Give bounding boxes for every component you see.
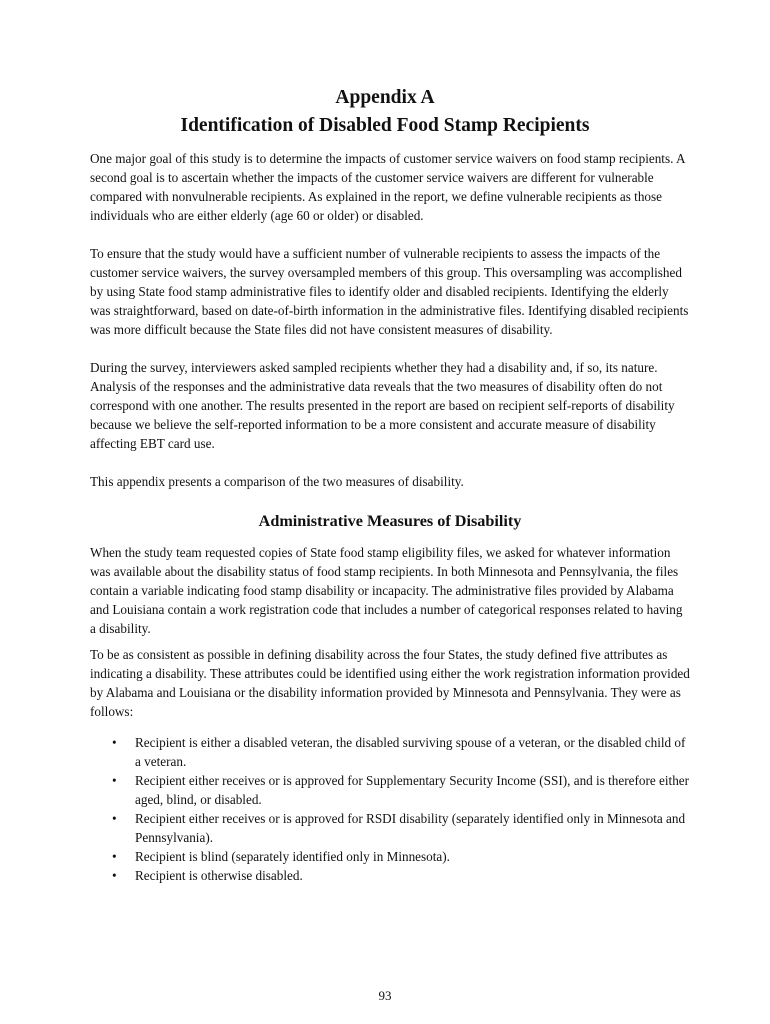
appendix-title: Appendix A (335, 87, 435, 108)
appendix-subtitle: Identification of Disabled Food Stamp Recipients (180, 115, 590, 136)
list-item-text: Recipient is otherwise disabled. (135, 868, 303, 883)
page-number: 93 (378, 988, 392, 1003)
body-text (90, 149, 690, 885)
list-item-text: Recipient is blind (separately identified only in Minnesota). (135, 849, 450, 864)
list-item-text: Recipient either receives or is approved for RSDI disability (separately identified only in Minnesota and Pennsylvania). (135, 811, 686, 845)
list-item (90, 866, 690, 885)
paragraph-survey: During the survey, interviewers asked sampled recipients whether they had a disability and, if so, its nature. Analysis of the responses and the administrative data reveals that the two measures of disability often do not correspond with one another. The results presented in the report are based on recipient self-reports of disability because we believe the self-reported information to be a more consistent and accurate measure of disability affecting EBT card use. (90, 360, 675, 451)
list-item (90, 809, 690, 847)
section-heading: Administrative Measures of Disability (258, 512, 522, 530)
bullet-icon: • (112, 849, 117, 864)
paragraph-oversampling: To ensure that the study would have a sufficient number of vulnerable recipients to assess the impacts of the customer service waivers, the survey oversampled members of this group. This oversampling was accomplished by using State food stamp administrative files to identify older and disabled recipients. Identifying the elderly was straightforward, based on date-of-birth information in the administrative files. Identifying disabled recipients was more difficult because the State files did not have consistent measures of disability. (90, 246, 689, 337)
disability-attributes-list (90, 733, 690, 885)
bullet-icon: • (112, 735, 117, 750)
bullet-icon: • (112, 868, 117, 883)
list-item-text: Recipient either receives or is approved for Supplementary Security Income (SSI), and is therefore either aged, blind, or disabled. (135, 773, 690, 807)
paragraph-appendix-purpose: This appendix presents a comparison of the two measures of disability. (90, 474, 464, 489)
paragraph-study-goals: One major goal of this study is to determine the impacts of customer service waivers on food stamp recipients. A second goal is to ascertain whether the impacts of the customer service waivers are different for vulnerable compared with nonvulnerable recipients. As explained in the report, we define vulnerable recipients as those individuals who are either elderly (age 60 or older) or disabled. (90, 151, 685, 223)
bullet-icon: • (112, 773, 117, 788)
title-block (0, 84, 770, 140)
list-item (90, 847, 690, 866)
list-item-text: Recipient is either a disabled veteran, the disabled surviving spouse of a veteran, or the disabled child of a veteran. (135, 735, 686, 769)
list-item (90, 771, 690, 809)
paragraph-state-files: When the study team requested copies of State food stamp eligibility files, we asked for whatever information was available about the disability status of food stamp recipients. In both Minnesota and Pennsylvania, the files contain a variable indicating food stamp disability or incapacity. The administrative files provided by Alabama and Louisiana contain a work registration code that includes a number of categorical responses related to having a disability. (90, 545, 683, 636)
bullet-icon: • (112, 811, 117, 826)
paragraph-consistency: To be as consistent as possible in defining disability across the four States, the study defined five attributes as indicating a disability. These attributes could be identified using either the work registration information provided by Alabama and Louisiana or the disability information provided by Minnesota and Pennsylvania. They were as follows: (90, 647, 690, 719)
list-item (90, 733, 690, 771)
